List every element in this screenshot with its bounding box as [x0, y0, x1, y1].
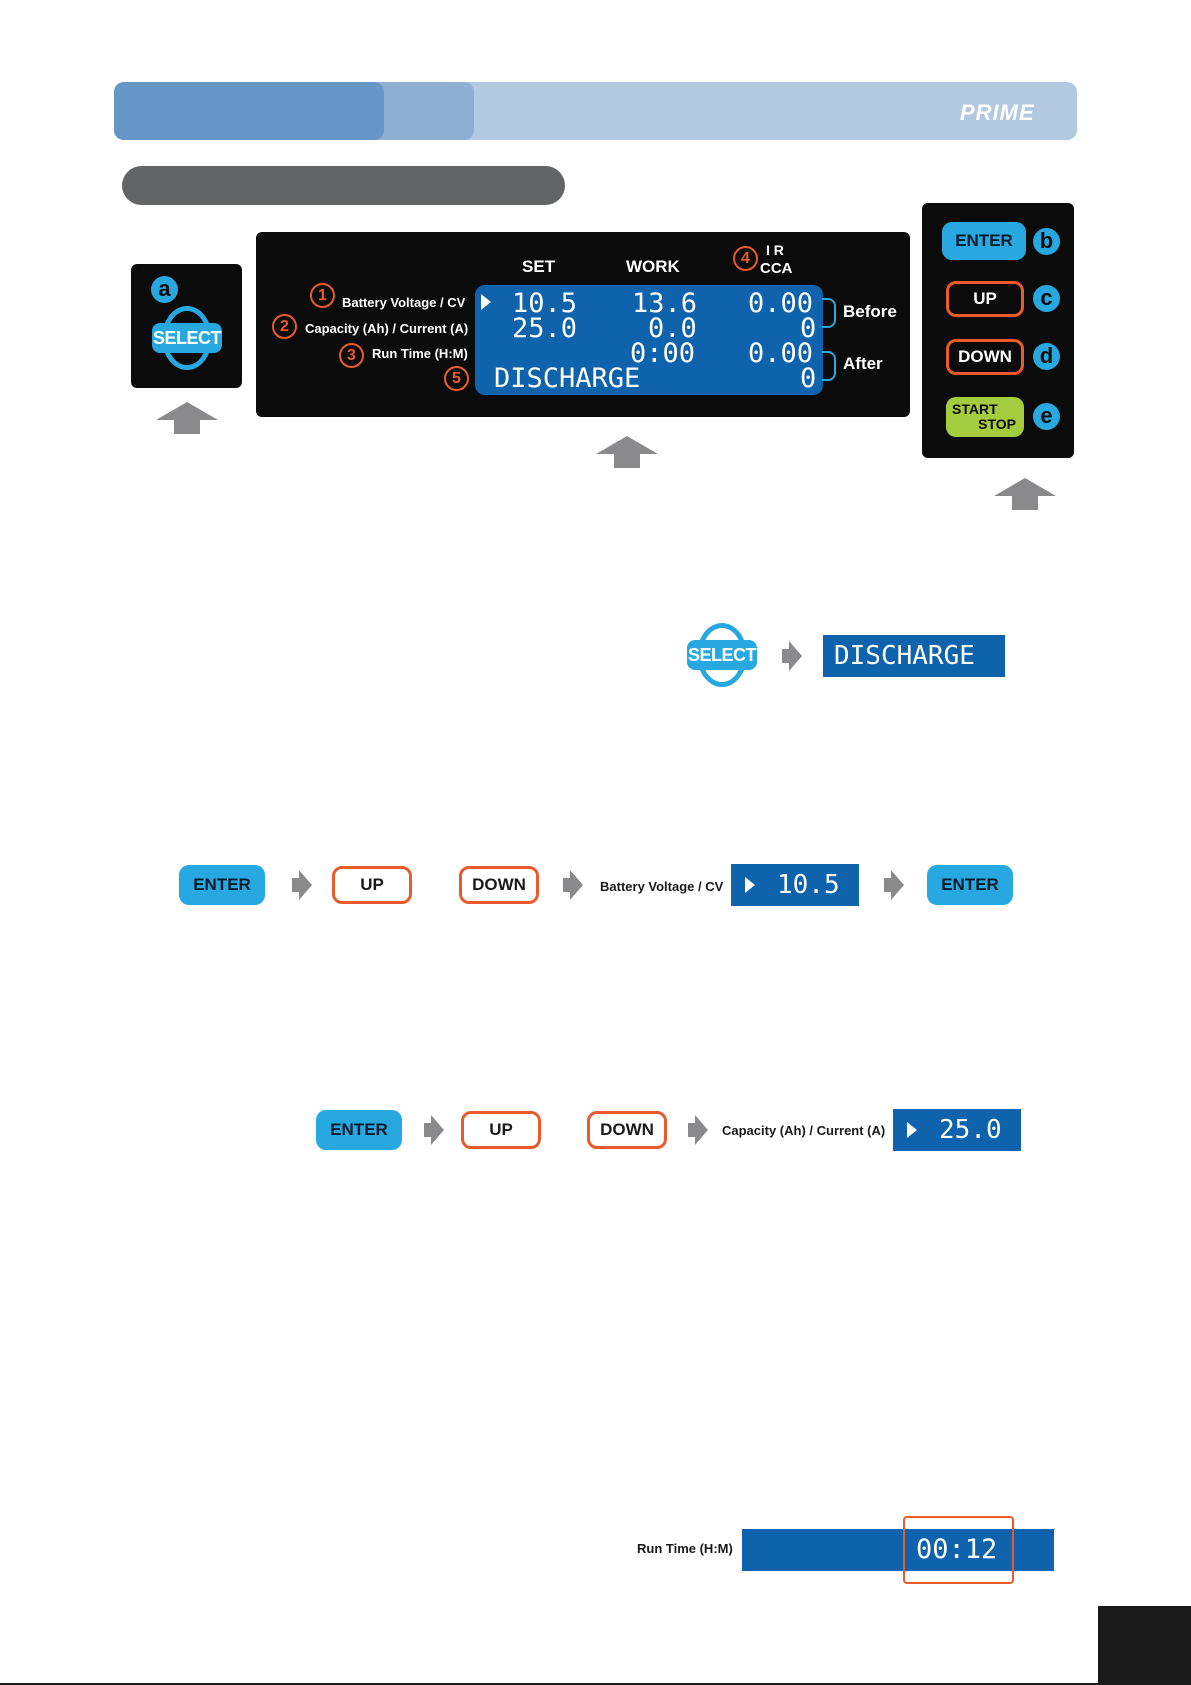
legend-num-2: 2: [272, 314, 297, 339]
cursor-icon: [745, 877, 755, 893]
legend-num-1: 1: [310, 283, 335, 308]
legend-num-3: 3: [339, 343, 364, 368]
legend-capacity: Capacity (Ah) / Current (A): [305, 321, 469, 336]
enter-button[interactable]: ENTER: [942, 222, 1026, 260]
up-arrow-icon: [994, 478, 1056, 510]
prime-logo: PRIME: [960, 100, 1035, 125]
right-arrow-icon: [424, 1115, 444, 1145]
right-arrow-icon: [563, 870, 583, 900]
lcd-set-voltage: 10.5: [512, 288, 578, 319]
lcd-ir-before: 0.00: [748, 288, 814, 319]
flow-runtime-value: 00:12: [916, 1534, 998, 1565]
down-button[interactable]: DOWN: [946, 339, 1024, 375]
legend-num-4: 4: [733, 246, 758, 271]
legend-run-time: Run Time (H:M): [372, 346, 468, 361]
flow-voltage-enter-button[interactable]: ENTER: [179, 865, 265, 905]
section-title-pill: [122, 166, 565, 205]
flow-select-result: DISCHARGE: [823, 635, 1005, 677]
right-arrow-icon: [688, 1115, 708, 1145]
cursor-icon: [907, 1122, 917, 1138]
start-label: START: [952, 401, 998, 417]
flow-select-label: SELECT: [687, 640, 757, 670]
right-arrow-icon: [292, 870, 312, 900]
col-ir-header-1: I R: [766, 242, 784, 258]
flow-runtime-label: Run Time (H:M): [637, 1541, 733, 1556]
before-bracket: [822, 298, 836, 328]
lcd-work-voltage: 13.6: [632, 288, 698, 319]
marker-c: c: [1033, 285, 1060, 312]
flow-capacity-enter-button[interactable]: ENTER: [316, 1110, 402, 1150]
legend-num-5: 5: [444, 366, 469, 391]
lcd-set-capacity: 25.0: [512, 313, 578, 344]
after-bracket: [822, 351, 836, 381]
lcd-run-time: 0:00: [630, 338, 696, 369]
select-panel: [131, 264, 242, 388]
cursor-icon: [481, 294, 491, 310]
col-ir-header-2: CCA: [760, 260, 793, 277]
page-tab: [1098, 1606, 1191, 1685]
col-work-header: WORK: [626, 257, 680, 276]
flow-voltage-value: 10.5: [731, 864, 859, 906]
flow-capacity-down-button[interactable]: DOWN: [587, 1111, 667, 1149]
flow-capacity-label: Capacity (Ah) / Current (A): [722, 1123, 886, 1138]
right-arrow-icon: [884, 870, 904, 900]
marker-a: a: [151, 276, 178, 303]
up-button[interactable]: UP: [946, 281, 1024, 317]
stop-label: STOP: [978, 416, 1016, 432]
flow-voltage-label: Battery Voltage / CV: [600, 879, 724, 894]
start-stop-button[interactable]: [946, 397, 1024, 437]
flow-capacity-up-button[interactable]: UP: [461, 1111, 541, 1149]
right-arrow-icon: [782, 641, 802, 671]
after-label: After: [843, 354, 883, 373]
col-set-header: SET: [522, 257, 556, 276]
flow-voltage-enter-confirm-button[interactable]: ENTER: [927, 865, 1013, 905]
select-button-label: SELECT: [152, 323, 222, 353]
select-button[interactable]: [152, 306, 222, 370]
before-label: Before: [843, 302, 897, 321]
header-bar-left: [114, 82, 384, 140]
flow-voltage-down-button[interactable]: DOWN: [459, 866, 539, 904]
flow-voltage-up-button[interactable]: UP: [332, 866, 412, 904]
legend-battery-voltage: Battery Voltage / CV: [342, 295, 466, 310]
lcd-ir-after: 0.00: [748, 338, 814, 369]
up-arrow-icon: [156, 402, 218, 434]
marker-b: b: [1033, 228, 1060, 255]
lcd-cca-after: 0: [800, 363, 817, 394]
marker-d: d: [1033, 343, 1060, 370]
flow-select-button[interactable]: [687, 623, 757, 687]
button-panel: [922, 203, 1074, 458]
flow-capacity-value: 25.0: [893, 1109, 1021, 1151]
up-arrow-icon: [596, 436, 658, 468]
marker-e: e: [1033, 403, 1060, 430]
lcd-cca-before: 0: [800, 313, 817, 344]
lcd-mode: DISCHARGE: [494, 363, 641, 394]
lcd-work-current: 0.0: [648, 313, 697, 344]
